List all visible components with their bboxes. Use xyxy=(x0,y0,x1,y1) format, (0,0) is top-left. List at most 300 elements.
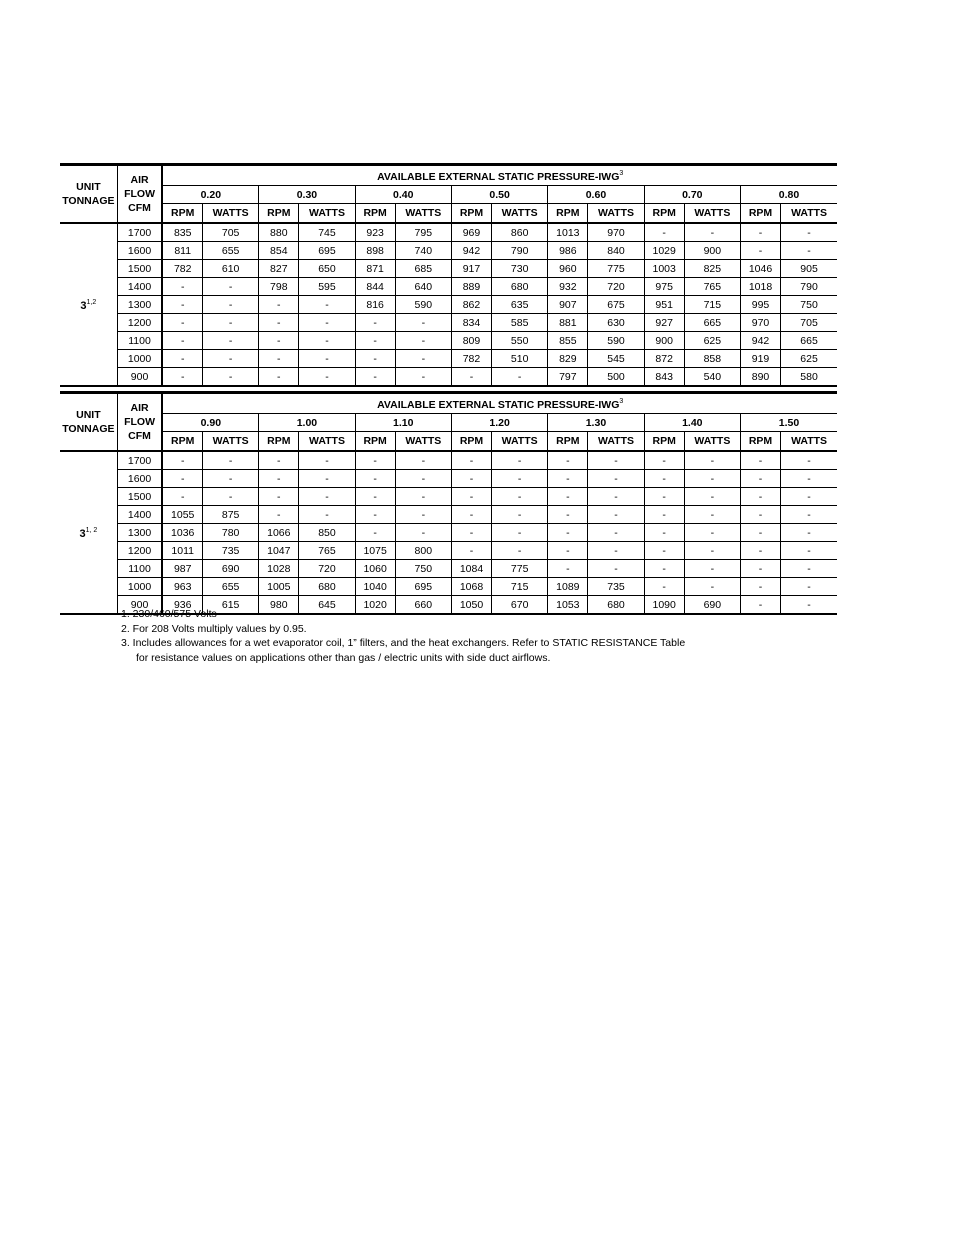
rpm-cell: 942 xyxy=(740,332,780,350)
watts-cell: - xyxy=(684,488,740,506)
watts-header: WATTS xyxy=(299,432,355,452)
air-flow-label-line: AIR xyxy=(130,174,149,186)
watts-cell: 715 xyxy=(684,296,740,314)
watts-cell: 685 xyxy=(395,260,451,278)
watts-cell: - xyxy=(684,470,740,488)
rpm-cell: - xyxy=(740,451,780,470)
rpm-cell: 1013 xyxy=(548,223,588,242)
watts-cell: - xyxy=(299,350,355,368)
rpm-header: RPM xyxy=(162,432,202,452)
watts-cell: - xyxy=(492,506,548,524)
rpm-cell: 942 xyxy=(451,242,491,260)
watts-cell: - xyxy=(588,506,644,524)
cfm-cell: 1600 xyxy=(117,470,162,488)
watts-cell: 800 xyxy=(395,542,451,560)
rpm-cell: 881 xyxy=(548,314,588,332)
cfm-cell: 1300 xyxy=(117,296,162,314)
watts-cell: - xyxy=(588,470,644,488)
rpm-cell: 975 xyxy=(644,278,684,296)
watts-cell: - xyxy=(395,314,451,332)
watts-cell: - xyxy=(781,506,837,524)
watts-cell: - xyxy=(781,560,837,578)
watts-cell: - xyxy=(781,596,837,615)
rpm-cell: 1068 xyxy=(451,578,491,596)
watts-cell: 858 xyxy=(684,350,740,368)
pressure-column-header: 0.40 xyxy=(355,186,451,204)
watts-cell: - xyxy=(781,223,837,242)
rpm-cell: - xyxy=(548,506,588,524)
watts-cell: 775 xyxy=(588,260,644,278)
rpm-cell: - xyxy=(740,506,780,524)
watts-cell: - xyxy=(781,542,837,560)
watts-cell: 680 xyxy=(492,278,548,296)
watts-cell: 670 xyxy=(492,596,548,615)
rpm-cell: - xyxy=(548,470,588,488)
pressure-title-text: AVAILABLE EXTERNAL STATIC PRESSURE-IWG xyxy=(377,399,620,411)
watts-cell: - xyxy=(781,524,837,542)
rpm-cell: 1053 xyxy=(548,596,588,615)
watts-cell: 775 xyxy=(492,560,548,578)
watts-cell: - xyxy=(781,488,837,506)
watts-cell: - xyxy=(299,488,355,506)
rpm-header: RPM xyxy=(259,432,299,452)
watts-cell: - xyxy=(203,278,259,296)
rpm-cell: 1089 xyxy=(548,578,588,596)
watts-cell: 860 xyxy=(492,223,548,242)
watts-header: WATTS xyxy=(395,204,451,224)
rpm-cell: 872 xyxy=(644,350,684,368)
rpm-cell: 880 xyxy=(259,223,299,242)
rpm-cell: - xyxy=(548,560,588,578)
rpm-cell: 797 xyxy=(548,368,588,387)
performance-table xyxy=(60,163,837,387)
rpm-cell: 844 xyxy=(355,278,395,296)
cfm-cell: 1500 xyxy=(117,260,162,278)
rpm-cell: - xyxy=(355,506,395,524)
watts-cell: - xyxy=(492,368,548,387)
rpm-header: RPM xyxy=(451,204,491,224)
tonnage-footnote: 1,2 xyxy=(86,299,97,306)
rpm-cell: 834 xyxy=(451,314,491,332)
unit-tonnage-value xyxy=(60,451,117,614)
rpm-cell: 798 xyxy=(259,278,299,296)
rpm-cell: 1036 xyxy=(162,524,202,542)
watts-header: WATTS xyxy=(492,432,548,452)
rpm-cell: 900 xyxy=(644,332,684,350)
rpm-cell: 936 xyxy=(162,596,202,615)
pressure-column-header: 0.70 xyxy=(644,186,740,204)
watts-cell: - xyxy=(395,368,451,387)
table-row xyxy=(60,350,837,368)
rpm-cell: - xyxy=(740,596,780,615)
watts-cell: 610 xyxy=(203,260,259,278)
rpm-cell: - xyxy=(451,542,491,560)
cfm-cell: 1200 xyxy=(117,314,162,332)
air-flow-header xyxy=(117,393,162,452)
rpm-cell: - xyxy=(451,488,491,506)
watts-cell: 690 xyxy=(203,560,259,578)
pressure-column-header: 0.80 xyxy=(740,186,837,204)
rpm-cell: - xyxy=(162,332,202,350)
rpm-cell: 1047 xyxy=(259,542,299,560)
watts-cell: 585 xyxy=(492,314,548,332)
air-flow-header xyxy=(117,165,162,224)
rpm-header: RPM xyxy=(644,432,684,452)
rpm-cell: 960 xyxy=(548,260,588,278)
rpm-cell: 1060 xyxy=(355,560,395,578)
watts-cell: 675 xyxy=(588,296,644,314)
watts-header: WATTS xyxy=(781,204,837,224)
tonnage-number: 3 xyxy=(79,528,86,540)
air-flow-label-line: CFM xyxy=(128,202,151,214)
rpm-cell: - xyxy=(644,560,684,578)
rpm-cell: 951 xyxy=(644,296,684,314)
rpm-header: RPM xyxy=(548,204,588,224)
rpm-cell: 1018 xyxy=(740,278,780,296)
watts-cell: - xyxy=(588,524,644,542)
header-row-units xyxy=(60,204,837,224)
rpm-cell: - xyxy=(740,470,780,488)
rpm-cell: - xyxy=(451,451,491,470)
watts-cell: - xyxy=(203,368,259,387)
cfm-cell: 1500 xyxy=(117,488,162,506)
rpm-cell: 855 xyxy=(548,332,588,350)
cfm-cell: 1100 xyxy=(117,560,162,578)
watts-cell: 765 xyxy=(299,542,355,560)
watts-cell: 645 xyxy=(299,596,355,615)
unit-tonnage-label-line: UNIT xyxy=(76,181,101,193)
rpm-cell: - xyxy=(451,506,491,524)
watts-cell: 660 xyxy=(395,596,451,615)
rpm-cell: - xyxy=(355,368,395,387)
watts-cell: - xyxy=(203,314,259,332)
rpm-cell: - xyxy=(162,314,202,332)
rpm-header: RPM xyxy=(259,204,299,224)
cfm-cell: 900 xyxy=(117,596,162,615)
header-row-units xyxy=(60,432,837,452)
watts-cell: 850 xyxy=(299,524,355,542)
rpm-cell: 854 xyxy=(259,242,299,260)
rpm-cell: 1090 xyxy=(644,596,684,615)
rpm-cell: 986 xyxy=(548,242,588,260)
rpm-cell: - xyxy=(740,488,780,506)
cfm-cell: 1400 xyxy=(117,278,162,296)
rpm-cell: 1003 xyxy=(644,260,684,278)
pressure-column-header: 1.20 xyxy=(451,414,547,432)
rpm-cell: 969 xyxy=(451,223,491,242)
watts-cell: 665 xyxy=(684,314,740,332)
watts-cell: - xyxy=(588,542,644,560)
rpm-cell: - xyxy=(451,368,491,387)
rpm-cell: 811 xyxy=(162,242,202,260)
watts-cell: 735 xyxy=(588,578,644,596)
watts-cell: 545 xyxy=(588,350,644,368)
pressure-column-header: 0.60 xyxy=(548,186,644,204)
rpm-cell: 889 xyxy=(451,278,491,296)
rpm-header: RPM xyxy=(451,432,491,452)
watts-cell: - xyxy=(492,524,548,542)
watts-cell: - xyxy=(781,451,837,470)
rpm-cell: 829 xyxy=(548,350,588,368)
rpm-cell: - xyxy=(644,488,684,506)
rpm-cell: 907 xyxy=(548,296,588,314)
watts-cell: 680 xyxy=(588,596,644,615)
pressure-column-header: 0.20 xyxy=(162,186,258,204)
table-row xyxy=(60,506,837,524)
watts-cell: - xyxy=(684,223,740,242)
watts-header: WATTS xyxy=(492,204,548,224)
rpm-cell: 782 xyxy=(451,350,491,368)
watts-cell: - xyxy=(203,470,259,488)
air-flow-label-line: AIR xyxy=(130,402,149,414)
air-flow-label-line: CFM xyxy=(128,430,151,442)
watts-cell: - xyxy=(684,451,740,470)
rpm-header: RPM xyxy=(740,432,780,452)
rpm-cell: - xyxy=(162,470,202,488)
rpm-cell: - xyxy=(259,350,299,368)
watts-cell: 595 xyxy=(299,278,355,296)
watts-header: WATTS xyxy=(684,204,740,224)
watts-cell: - xyxy=(203,451,259,470)
watts-cell: - xyxy=(395,451,451,470)
watts-cell: 510 xyxy=(492,350,548,368)
watts-cell: - xyxy=(203,488,259,506)
rpm-cell: - xyxy=(259,488,299,506)
pressure-title xyxy=(162,393,837,414)
watts-header: WATTS xyxy=(684,432,740,452)
rpm-header: RPM xyxy=(355,204,395,224)
rpm-cell: 809 xyxy=(451,332,491,350)
pressure-title-text: AVAILABLE EXTERNAL STATIC PRESSURE-IWG xyxy=(377,171,620,183)
watts-cell: - xyxy=(684,560,740,578)
watts-header: WATTS xyxy=(299,204,355,224)
rpm-cell: - xyxy=(162,488,202,506)
watts-cell: - xyxy=(781,578,837,596)
table-row xyxy=(60,296,837,314)
watts-cell: 715 xyxy=(492,578,548,596)
watts-cell: 500 xyxy=(588,368,644,387)
watts-header: WATTS xyxy=(588,432,644,452)
watts-cell: 740 xyxy=(395,242,451,260)
rpm-cell: - xyxy=(644,542,684,560)
pressure-column-header: 0.30 xyxy=(259,186,355,204)
cfm-cell: 1100 xyxy=(117,332,162,350)
watts-cell: 590 xyxy=(395,296,451,314)
footnotes xyxy=(121,607,685,666)
rpm-cell: 1028 xyxy=(259,560,299,578)
table-row xyxy=(60,314,837,332)
rpm-cell: 816 xyxy=(355,296,395,314)
watts-cell: - xyxy=(492,451,548,470)
cfm-cell: 1700 xyxy=(117,451,162,470)
watts-cell: 625 xyxy=(684,332,740,350)
pressure-column-header: 1.10 xyxy=(355,414,451,432)
pressure-column-header: 1.00 xyxy=(259,414,355,432)
rpm-header: RPM xyxy=(162,204,202,224)
rpm-cell: - xyxy=(259,368,299,387)
rpm-cell: - xyxy=(162,278,202,296)
table-row xyxy=(60,451,837,470)
watts-cell: 655 xyxy=(203,242,259,260)
rpm-cell: - xyxy=(644,506,684,524)
watts-cell: 765 xyxy=(684,278,740,296)
rpm-cell: - xyxy=(259,314,299,332)
rpm-cell: - xyxy=(162,296,202,314)
watts-cell: 720 xyxy=(588,278,644,296)
performance-table xyxy=(60,391,837,615)
watts-cell: - xyxy=(684,506,740,524)
watts-cell: 580 xyxy=(781,368,837,387)
tonnage-number: 3 xyxy=(80,300,87,312)
blower-performance-table-1 xyxy=(60,163,837,387)
rpm-cell: 1020 xyxy=(355,596,395,615)
rpm-cell: 932 xyxy=(548,278,588,296)
watts-cell: - xyxy=(203,332,259,350)
rpm-cell: - xyxy=(740,524,780,542)
table-row xyxy=(60,278,837,296)
table-row xyxy=(60,368,837,387)
watts-cell: 875 xyxy=(203,506,259,524)
tonnage-footnote: 1, 2 xyxy=(85,527,98,534)
table-row xyxy=(60,332,837,350)
rpm-cell: 835 xyxy=(162,223,202,242)
blower-performance-table-2 xyxy=(60,391,837,615)
watts-cell: - xyxy=(588,560,644,578)
table-row xyxy=(60,223,837,242)
table-row xyxy=(60,578,837,596)
rpm-cell: 919 xyxy=(740,350,780,368)
watts-cell: 790 xyxy=(781,278,837,296)
watts-cell: - xyxy=(395,470,451,488)
watts-cell: 695 xyxy=(395,578,451,596)
rpm-cell: 927 xyxy=(644,314,684,332)
pressure-column-header: 0.90 xyxy=(162,414,258,432)
watts-cell: - xyxy=(299,451,355,470)
rpm-cell: 987 xyxy=(162,560,202,578)
rpm-cell: - xyxy=(259,451,299,470)
rpm-cell: - xyxy=(355,314,395,332)
rpm-cell: - xyxy=(644,223,684,242)
rpm-cell: - xyxy=(259,296,299,314)
rpm-cell: - xyxy=(740,542,780,560)
rpm-cell: 782 xyxy=(162,260,202,278)
pressure-column-header: 1.30 xyxy=(548,414,644,432)
table-row xyxy=(60,524,837,542)
watts-cell: - xyxy=(492,488,548,506)
rpm-cell: 898 xyxy=(355,242,395,260)
watts-cell: - xyxy=(395,506,451,524)
footnote-2: 2. For 208 Volts multiply values by 0.95. xyxy=(121,622,307,635)
rpm-cell: - xyxy=(355,524,395,542)
watts-cell: 840 xyxy=(588,242,644,260)
watts-cell: 750 xyxy=(395,560,451,578)
watts-cell: - xyxy=(299,296,355,314)
cfm-cell: 1600 xyxy=(117,242,162,260)
rpm-cell: - xyxy=(355,350,395,368)
rpm-cell: 843 xyxy=(644,368,684,387)
watts-cell: 625 xyxy=(781,350,837,368)
watts-cell: - xyxy=(395,488,451,506)
watts-header: WATTS xyxy=(588,204,644,224)
watts-cell: 615 xyxy=(203,596,259,615)
watts-cell: - xyxy=(781,242,837,260)
header-row-title xyxy=(60,165,837,186)
rpm-cell: - xyxy=(740,242,780,260)
table-row xyxy=(60,470,837,488)
rpm-cell: 862 xyxy=(451,296,491,314)
rpm-cell: - xyxy=(259,332,299,350)
cfm-cell: 1300 xyxy=(117,524,162,542)
rpm-cell: 1029 xyxy=(644,242,684,260)
watts-cell: 695 xyxy=(299,242,355,260)
watts-cell: 905 xyxy=(781,260,837,278)
header-row-pressures xyxy=(60,414,837,432)
pressure-title xyxy=(162,165,837,186)
watts-cell: - xyxy=(492,470,548,488)
rpm-cell: - xyxy=(644,451,684,470)
rpm-header: RPM xyxy=(355,432,395,452)
watts-cell: 705 xyxy=(781,314,837,332)
watts-cell: 540 xyxy=(684,368,740,387)
watts-cell: 720 xyxy=(299,560,355,578)
rpm-cell: 871 xyxy=(355,260,395,278)
watts-cell: 655 xyxy=(203,578,259,596)
pressure-title-footnote: 3 xyxy=(619,170,624,177)
rpm-cell: 1050 xyxy=(451,596,491,615)
watts-cell: 730 xyxy=(492,260,548,278)
unit-tonnage-value xyxy=(60,223,117,386)
air-flow-label-line: FLOW xyxy=(124,188,155,200)
watts-header: WATTS xyxy=(395,432,451,452)
watts-header: WATTS xyxy=(203,204,259,224)
watts-cell: - xyxy=(684,542,740,560)
watts-cell: 745 xyxy=(299,223,355,242)
rpm-cell: 1075 xyxy=(355,542,395,560)
watts-cell: - xyxy=(395,350,451,368)
rpm-cell: - xyxy=(451,524,491,542)
rpm-cell: - xyxy=(548,542,588,560)
rpm-cell: - xyxy=(355,332,395,350)
rpm-cell: - xyxy=(355,451,395,470)
watts-cell: 900 xyxy=(684,242,740,260)
table-row xyxy=(60,560,837,578)
watts-cell: - xyxy=(588,451,644,470)
unit-tonnage-label-line: UNIT xyxy=(76,409,101,421)
rpm-cell: - xyxy=(740,578,780,596)
table-row xyxy=(60,488,837,506)
unit-tonnage-header xyxy=(60,393,117,452)
watts-cell: 970 xyxy=(588,223,644,242)
unit-tonnage-label-line: TONNAGE xyxy=(62,195,115,207)
watts-cell: - xyxy=(395,524,451,542)
pressure-title-footnote: 3 xyxy=(619,398,624,405)
watts-cell: - xyxy=(781,470,837,488)
watts-cell: - xyxy=(588,488,644,506)
watts-cell: - xyxy=(684,524,740,542)
rpm-cell: - xyxy=(355,470,395,488)
rpm-cell: 1005 xyxy=(259,578,299,596)
rpm-cell: - xyxy=(644,578,684,596)
watts-header: WATTS xyxy=(781,432,837,452)
cfm-cell: 1400 xyxy=(117,506,162,524)
rpm-cell: - xyxy=(162,368,202,387)
rpm-cell: - xyxy=(451,470,491,488)
rpm-cell: - xyxy=(162,451,202,470)
rpm-cell: - xyxy=(548,524,588,542)
watts-cell: 790 xyxy=(492,242,548,260)
table-row xyxy=(60,542,837,560)
pressure-column-header: 1.50 xyxy=(740,414,837,432)
